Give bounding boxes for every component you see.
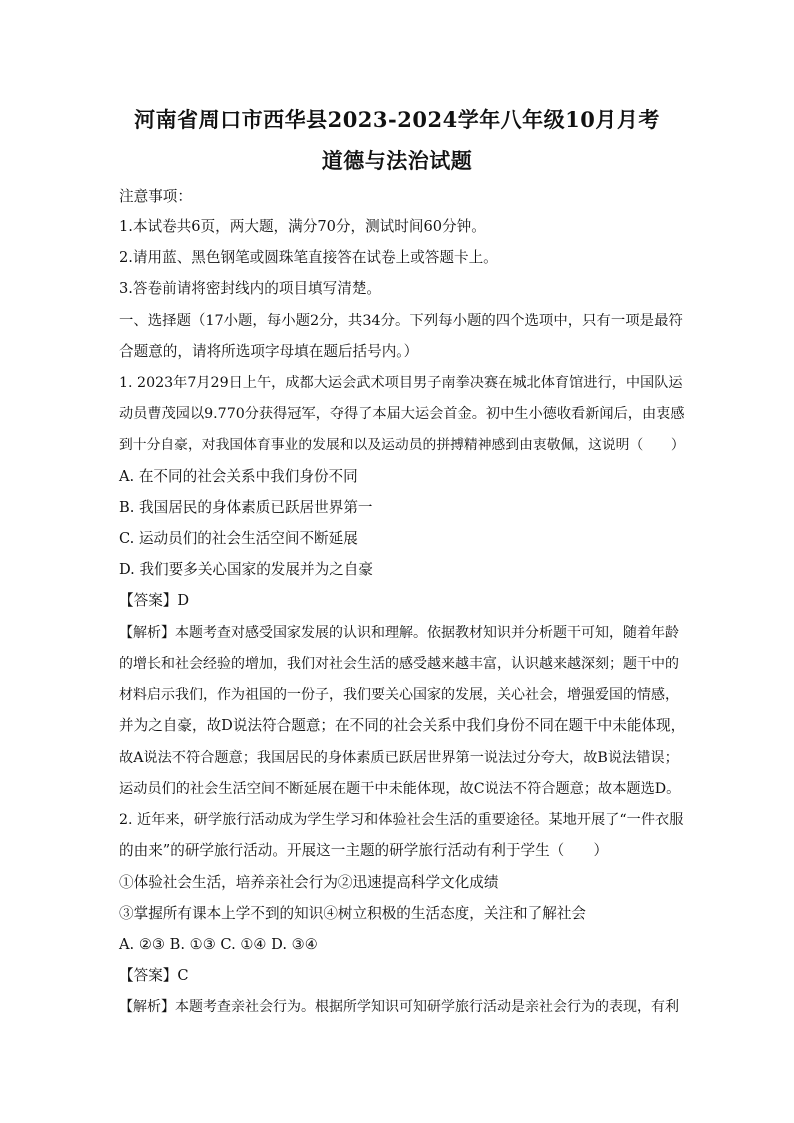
notice-heading: 注意事项： — [119, 188, 192, 205]
question-2-options: A. ②③ B. ①③ C. ①④ D. ③④ — [119, 936, 318, 953]
question-1-analysis: 的增长和社会经验的增加，我们对社会生活的感受越来越丰富，认识越来越深刻；题干中的 — [119, 656, 679, 672]
question-1-analysis: 材料启示我们，作为祖国的一份子，我们要关心国家的发展，关心社会，增强爱国的情感， — [119, 687, 679, 703]
question-2-analysis: 【解析】本题考查亲社会行为。根据所学知识可知研学旅行活动是亲社会行为的表现，有利 — [119, 999, 679, 1015]
question-1-analysis: 并为之自豪，故D说法符合题意；在不同的社会关系中我们身份不同在题干中未能体现， — [119, 717, 686, 734]
question-1-analysis: 【解析】本题考查对感受国家发展的认识和理解。依据教材知识并分析题干可知，随着年龄 — [119, 625, 679, 641]
exam-title: 河南省周口市西华县2023-2024学年八年级10月月考 — [134, 107, 660, 132]
question-1-stem: 动员曹茂园以9.770分获得冠军，夺得了本届大运会首金。初中生小德收看新闻后，由衷感 — [119, 406, 685, 422]
question-2-statements: ③掌握所有课本上学不到的知识④树立积极的生活态度，关注和了解社会 — [119, 905, 587, 922]
question-1-stem: 1. 2023年7月29日上午，成都大运会武术项目男子南拳决赛在城北体育馆进行，中国队运 — [119, 375, 683, 391]
question-2-answer: 【答案】C — [119, 967, 189, 984]
question-1-stem: 到十分自豪，对我国体育事业的发展和以及运动员的拼搏精神感到由衷敬佩，这说明（ ） — [119, 437, 685, 453]
exam-subtitle: 道德与法治试题 — [321, 148, 473, 173]
question-1-analysis: 运动员们的社会生活空间不断延展在题干中未能体现，故C说法不符合题意；故本题选D。 — [119, 781, 681, 797]
notice-item-1: 1.本试卷共6页，两大题，满分70分，测试时间60分钟。 — [119, 218, 486, 235]
question-1-answer: 【答案】D — [119, 592, 190, 609]
question-2-stem: 2. 近年来，研学旅行活动成为学生学习和体验社会生活的重要途径。某地开展了“一件衣服 — [119, 812, 684, 828]
question-1-analysis: 故A说法不符合题意；我国居民的身体素质已跃居世界第一说法过分夸大，故B说法错误； — [119, 750, 679, 766]
question-2-stem: 的由来”的研学旅行活动。开展这一主题的研学旅行活动有利于学生（ ） — [119, 842, 609, 859]
question-1-option-b: B. 我国居民的身体素质已跃居世界第一 — [119, 499, 373, 516]
question-1-option-d: D. 我们要多关心国家的发展并为之自豪 — [119, 561, 373, 578]
notice-item-2: 2.请用蓝、黑色钢笔或圆珠笔直接答在试卷上或答题卡上。 — [119, 249, 498, 266]
question-1-option-c: C. 运动员们的社会生活空间不断延展 — [119, 530, 358, 547]
question-1-option-a: A. 在不同的社会关系中我们身份不同 — [119, 468, 358, 485]
section-heading-cont: 合题意的，请将所选项字母填在题后括号内。） — [119, 343, 419, 360]
section-heading: 一、选择题（17小题，每小题2分，共34分。下列每小题的四个选项中，只有一项是最符 — [119, 313, 683, 329]
notice-item-3: 3.答卷前请将密封线内的项目填写清楚。 — [119, 280, 382, 297]
question-2-statements: ①体验社会生活，培养亲社会行为②迅速提高科学文化成绩 — [119, 874, 499, 891]
